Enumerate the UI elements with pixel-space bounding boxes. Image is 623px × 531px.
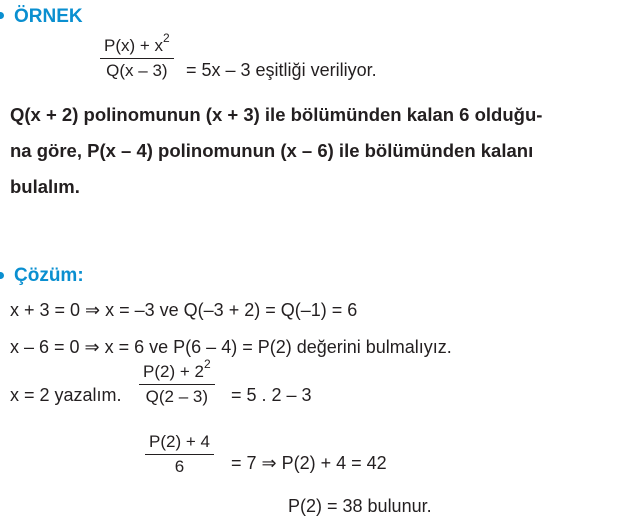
solution-fraction-1 xyxy=(139,357,215,407)
solution-result: P(2) = 38 bulunur. xyxy=(288,496,432,516)
given-fraction-denominator: Q(x – 3) xyxy=(106,61,168,81)
problem-line-3: bulalım. xyxy=(10,176,80,197)
example-bullet-icon xyxy=(0,12,4,19)
solution-line-2: x – 6 = 0 ⇒ x = 6 ve P(6 – 4) = P(2) değerini bulmalıyız. xyxy=(10,337,452,357)
solution-fraction-1-numerator xyxy=(139,357,215,384)
solution-heading: Çözüm: xyxy=(14,265,84,286)
solution-line-1: x + 3 = 0 ⇒ x = –3 ve Q(–3 + 2) = Q(–1) = 6 xyxy=(10,300,358,320)
solution-line-3-rhs: = 5 . 2 – 3 xyxy=(231,385,312,405)
example-heading: ÖRNEK xyxy=(14,6,83,27)
given-equation-rhs: = 5x – 3 eşitliği veriliyor. xyxy=(186,60,377,80)
solution-fraction-1-denominator: Q(2 – 3) xyxy=(145,387,208,407)
solution-fraction-1-numerator-base: P(2) + 2 xyxy=(143,362,204,381)
given-numerator-exponent: 2 xyxy=(163,31,170,46)
given-fraction-numerator xyxy=(100,31,174,58)
solution-fraction-2 xyxy=(145,432,214,477)
given-numerator-base: P(x) + x xyxy=(104,36,164,55)
problem-line-2: na göre, P(x – 4) polinomunun (x – 6) ile bölümünden kalanı xyxy=(10,140,534,161)
given-fraction xyxy=(100,31,174,81)
problem-line-1: Q(x + 2) polinomunun (x + 3) ile bölümünden kalan 6 olduğu- xyxy=(10,104,543,125)
solution-line-3-prefix: x = 2 yazalım. xyxy=(10,385,122,405)
solution-fraction-2-denominator: 6 xyxy=(174,457,185,477)
solution-fraction-2-numerator: P(2) + 4 xyxy=(149,432,210,451)
solution-fraction-1-numerator-exponent: 2 xyxy=(203,357,211,372)
solution-bullet-icon xyxy=(0,272,4,279)
solution-line-4-rhs: = 7 ⇒ P(2) + 4 = 42 xyxy=(231,453,387,473)
